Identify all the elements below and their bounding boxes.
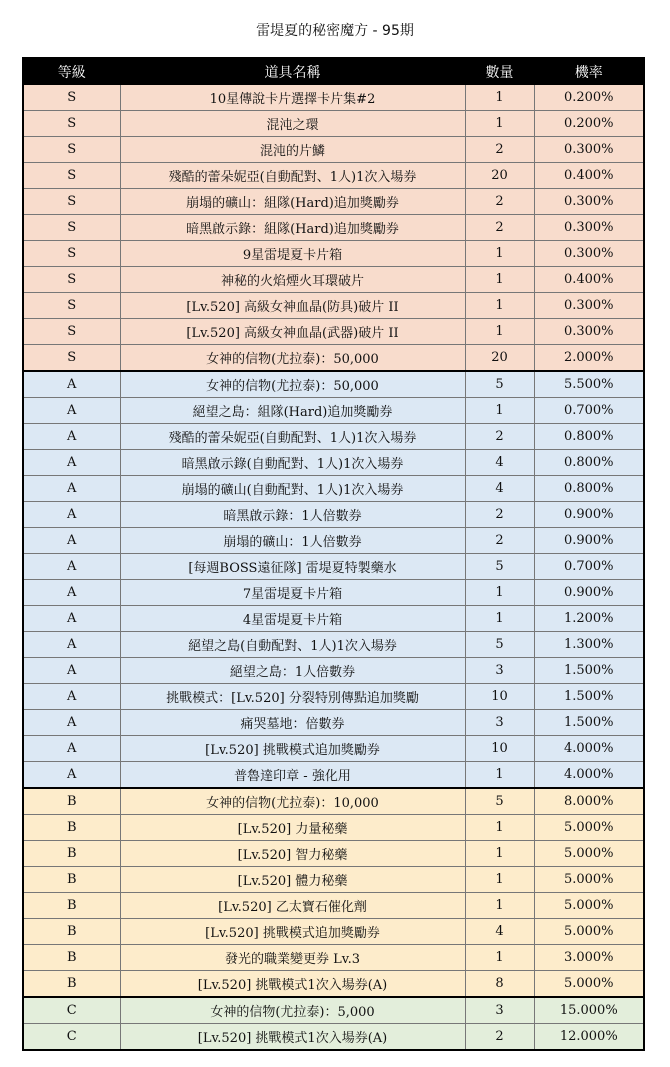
item-name-cell: 崩塌的礦山(自動配對、1人)1次入場券 — [120, 476, 465, 502]
grade-cell: A — [23, 528, 120, 554]
quantity-cell: 3 — [465, 710, 534, 736]
quantity-cell: 1 — [465, 319, 534, 345]
table-row — [23, 528, 644, 554]
grade-cell: A — [23, 658, 120, 684]
table-row — [23, 554, 644, 580]
quantity-cell: 1 — [465, 398, 534, 424]
table-row — [23, 293, 644, 319]
probability-cell: 0.800% — [534, 476, 644, 502]
grade-cell: B — [23, 971, 120, 998]
grade-cell: A — [23, 476, 120, 502]
quantity-cell: 3 — [465, 658, 534, 684]
grade-cell: A — [23, 371, 120, 398]
quantity-cell: 1 — [465, 85, 534, 111]
grade-cell: S — [23, 111, 120, 137]
table-row — [23, 398, 644, 424]
table-row — [23, 762, 644, 789]
table-row — [23, 189, 644, 215]
item-name-cell: 殘酷的蕾朵妮亞(自動配對、1人)1次入場券 — [120, 424, 465, 450]
grade-cell: B — [23, 815, 120, 841]
table-row — [23, 919, 644, 945]
grade-cell: S — [23, 215, 120, 241]
probability-cell: 0.400% — [534, 267, 644, 293]
probability-cell: 0.300% — [534, 189, 644, 215]
table-row — [23, 736, 644, 762]
quantity-cell: 1 — [465, 241, 534, 267]
table-row — [23, 111, 644, 137]
grade-cell: B — [23, 841, 120, 867]
probability-cell: 4.000% — [534, 736, 644, 762]
item-name-cell: 女神的信物(尤拉泰)：50,000 — [120, 345, 465, 372]
quantity-cell: 1 — [465, 815, 534, 841]
probability-table — [22, 57, 645, 1051]
probability-cell: 12.000% — [534, 1024, 644, 1051]
item-name-cell: 暗黑啟示錄：1人倍數券 — [120, 502, 465, 528]
item-name-cell: 10星傳說卡片選擇卡片集#2 — [120, 85, 465, 111]
table-row — [23, 710, 644, 736]
grade-cell: A — [23, 736, 120, 762]
probability-cell: 0.300% — [534, 293, 644, 319]
header-grade: 等級 — [23, 58, 120, 85]
grade-cell: B — [23, 788, 120, 815]
grade-cell: S — [23, 85, 120, 111]
table-row — [23, 345, 644, 372]
table-row — [23, 684, 644, 710]
quantity-cell: 2 — [465, 502, 534, 528]
probability-cell: 0.300% — [534, 319, 644, 345]
header-item-name: 道具名稱 — [120, 58, 465, 85]
quantity-cell: 2 — [465, 1024, 534, 1051]
quantity-cell: 1 — [465, 580, 534, 606]
item-name-cell: 殘酷的蕾朵妮亞(自動配對、1人)1次入場券 — [120, 163, 465, 189]
quantity-cell: 1 — [465, 867, 534, 893]
probability-cell: 1.200% — [534, 606, 644, 632]
grade-cell: S — [23, 293, 120, 319]
quantity-cell: 2 — [465, 215, 534, 241]
quantity-cell: 1 — [465, 841, 534, 867]
table-row — [23, 632, 644, 658]
probability-cell: 0.800% — [534, 424, 644, 450]
grade-cell: A — [23, 580, 120, 606]
quantity-cell: 5 — [465, 371, 534, 398]
table-row — [23, 267, 644, 293]
probability-cell: 3.000% — [534, 945, 644, 971]
item-name-cell: 女神的信物(尤拉泰)：50,000 — [120, 371, 465, 398]
quantity-cell: 4 — [465, 476, 534, 502]
grade-cell: A — [23, 398, 120, 424]
item-name-cell: 女神的信物(尤拉泰)：10,000 — [120, 788, 465, 815]
item-name-cell: 混沌之環 — [120, 111, 465, 137]
quantity-cell: 2 — [465, 528, 534, 554]
item-name-cell: [Lv.520] 挑戰模式追加獎勵券 — [120, 736, 465, 762]
grade-cell: B — [23, 867, 120, 893]
grade-cell: B — [23, 945, 120, 971]
table-row — [23, 997, 644, 1024]
table-row — [23, 606, 644, 632]
probability-cell: 5.000% — [534, 893, 644, 919]
table-header-row — [23, 58, 644, 85]
grade-cell: S — [23, 137, 120, 163]
item-name-cell: 4星雷堤夏卡片箱 — [120, 606, 465, 632]
item-name-cell: [每週BOSS遠征隊] 雷堤夏特製藥水 — [120, 554, 465, 580]
quantity-cell: 20 — [465, 163, 534, 189]
item-name-cell: 絕望之島：組隊(Hard)追加獎勵券 — [120, 398, 465, 424]
item-name-cell: [Lv.520] 挑戰模式追加獎勵券 — [120, 919, 465, 945]
item-name-cell: [Lv.520] 挑戰模式1次入場券(A) — [120, 1024, 465, 1051]
table-row — [23, 658, 644, 684]
quantity-cell: 1 — [465, 945, 534, 971]
page-title: 雷堤夏的秘密魔方 - 95期 — [256, 23, 414, 39]
grade-cell: C — [23, 997, 120, 1024]
grade-cell: A — [23, 450, 120, 476]
quantity-cell: 2 — [465, 137, 534, 163]
table-row — [23, 424, 644, 450]
grade-cell: A — [23, 502, 120, 528]
item-name-cell: [Lv.520] 乙太寶石催化劑 — [120, 893, 465, 919]
probability-cell: 5.500% — [534, 371, 644, 398]
quantity-cell: 10 — [465, 684, 534, 710]
table-row — [23, 502, 644, 528]
table-row — [23, 215, 644, 241]
grade-cell: A — [23, 684, 120, 710]
table-row — [23, 1024, 644, 1051]
grade-cell: S — [23, 241, 120, 267]
probability-cell: 1.500% — [534, 658, 644, 684]
table-row — [23, 971, 644, 998]
item-name-cell: 絕望之島：1人倍數券 — [120, 658, 465, 684]
table-row — [23, 580, 644, 606]
item-name-cell: 普魯達印章 - 強化用 — [120, 762, 465, 789]
probability-cell: 1.300% — [534, 632, 644, 658]
header-quantity: 數量 — [465, 58, 534, 85]
probability-cell: 2.000% — [534, 345, 644, 372]
probability-cell: 5.000% — [534, 919, 644, 945]
item-name-cell: 挑戰模式：[Lv.520] 分裂特別傳點追加獎勵 — [120, 684, 465, 710]
quantity-cell: 1 — [465, 293, 534, 319]
probability-cell: 5.000% — [534, 841, 644, 867]
item-name-cell: 混沌的片鱗 — [120, 137, 465, 163]
table-row — [23, 85, 644, 111]
table-row — [23, 241, 644, 267]
item-name-cell: [Lv.520] 力量秘藥 — [120, 815, 465, 841]
item-name-cell: 崩塌的礦山：組隊(Hard)追加獎勵券 — [120, 189, 465, 215]
item-name-cell: 暗黑啟示錄(自動配對、1人)1次入場券 — [120, 450, 465, 476]
probability-cell: 0.700% — [534, 554, 644, 580]
table-row — [23, 371, 644, 398]
probability-cell: 0.300% — [534, 215, 644, 241]
table-row — [23, 945, 644, 971]
probability-cell: 0.200% — [534, 111, 644, 137]
probability-cell: 1.500% — [534, 710, 644, 736]
probability-cell: 0.300% — [534, 241, 644, 267]
grade-cell: A — [23, 632, 120, 658]
quantity-cell: 1 — [465, 606, 534, 632]
table-row — [23, 893, 644, 919]
grade-cell: A — [23, 424, 120, 450]
quantity-cell: 3 — [465, 997, 534, 1024]
quantity-cell: 10 — [465, 736, 534, 762]
grade-cell: A — [23, 554, 120, 580]
probability-cell: 0.800% — [534, 450, 644, 476]
grade-cell: S — [23, 189, 120, 215]
quantity-cell: 5 — [465, 554, 534, 580]
item-name-cell: [Lv.520] 高級女神血晶(防具)破片 II — [120, 293, 465, 319]
item-name-cell: 痛哭墓地：倍數券 — [120, 710, 465, 736]
grade-cell: S — [23, 267, 120, 293]
quantity-cell: 20 — [465, 345, 534, 372]
probability-cell: 0.400% — [534, 163, 644, 189]
grade-cell: S — [23, 163, 120, 189]
item-name-cell: 發光的職業變更券 Lv.3 — [120, 945, 465, 971]
item-name-cell: [Lv.520] 高級女神血晶(武器)破片 II — [120, 319, 465, 345]
quantity-cell: 1 — [465, 111, 534, 137]
table-row — [23, 867, 644, 893]
probability-cell: 15.000% — [534, 997, 644, 1024]
item-name-cell: 崩塌的礦山：1人倍數券 — [120, 528, 465, 554]
table-row — [23, 163, 644, 189]
probability-cell: 5.000% — [534, 971, 644, 998]
table-row — [23, 841, 644, 867]
quantity-cell: 8 — [465, 971, 534, 998]
grade-cell: B — [23, 893, 120, 919]
item-name-cell: 7星雷堤夏卡片箱 — [120, 580, 465, 606]
item-name-cell: 神秘的火焰煙火耳環破片 — [120, 267, 465, 293]
header-probability: 機率 — [534, 58, 644, 85]
quantity-cell: 1 — [465, 893, 534, 919]
quantity-cell: 2 — [465, 424, 534, 450]
grade-cell: S — [23, 319, 120, 345]
item-name-cell: 9星雷堤夏卡片箱 — [120, 241, 465, 267]
grade-cell: A — [23, 710, 120, 736]
probability-cell: 1.500% — [534, 684, 644, 710]
table-row — [23, 788, 644, 815]
probability-cell: 0.900% — [534, 502, 644, 528]
probability-cell: 5.000% — [534, 815, 644, 841]
table-row — [23, 815, 644, 841]
grade-cell: A — [23, 606, 120, 632]
probability-cell: 0.900% — [534, 528, 644, 554]
grade-cell: C — [23, 1024, 120, 1051]
item-name-cell: [Lv.520] 智力秘藥 — [120, 841, 465, 867]
grade-cell: A — [23, 762, 120, 789]
quantity-cell: 4 — [465, 450, 534, 476]
table-row — [23, 137, 644, 163]
grade-cell: B — [23, 919, 120, 945]
quantity-cell: 5 — [465, 632, 534, 658]
item-name-cell: 暗黑啟示錄：組隊(Hard)追加獎勵券 — [120, 215, 465, 241]
grade-cell: S — [23, 345, 120, 372]
item-name-cell: 絕望之島(自動配對、1人)1次入場券 — [120, 632, 465, 658]
quantity-cell: 5 — [465, 788, 534, 815]
probability-cell: 0.300% — [534, 137, 644, 163]
table-row — [23, 450, 644, 476]
quantity-cell: 1 — [465, 762, 534, 789]
probability-cell: 0.900% — [534, 580, 644, 606]
probability-cell: 5.000% — [534, 867, 644, 893]
probability-cell: 0.200% — [534, 85, 644, 111]
probability-cell: 4.000% — [534, 762, 644, 789]
quantity-cell: 1 — [465, 267, 534, 293]
probability-cell: 8.000% — [534, 788, 644, 815]
table-row — [23, 319, 644, 345]
quantity-cell: 4 — [465, 919, 534, 945]
table-row — [23, 476, 644, 502]
item-name-cell: [Lv.520] 體力秘藥 — [120, 867, 465, 893]
probability-cell: 0.700% — [534, 398, 644, 424]
item-name-cell: [Lv.520] 挑戰模式1次入場券(A) — [120, 971, 465, 998]
quantity-cell: 2 — [465, 189, 534, 215]
item-name-cell: 女神的信物(尤拉泰)：5,000 — [120, 997, 465, 1024]
